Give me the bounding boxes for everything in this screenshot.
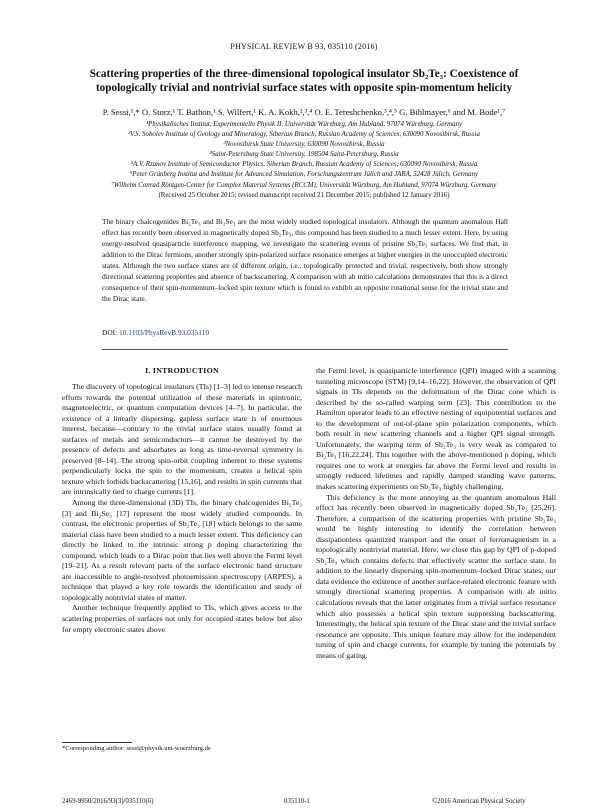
footnote-divider bbox=[62, 742, 132, 743]
footer-issn: 2469-9950/2016/93(3)/035110(6) bbox=[62, 798, 154, 805]
article-title: Scattering properties of the three-dimensional topological insulator Sb₂Te₃: Coexistence of topologically trivial and nontrivial surface states with opposite spin-momentum helicity bbox=[89, 68, 519, 94]
affiliation-1: ¹Physikalisches Institut, Experimentelle Physik II, Universität Würzburg, Am Hubland, 97074 Würzburg, Germany bbox=[145, 121, 463, 128]
footer-page-number: 035110-1 bbox=[284, 798, 310, 805]
affiliations bbox=[20, 120, 588, 201]
affiliation-2: ²V.S. Sobolev Institute of Geology and Mineralogy, Siberian Branch, Russian Academy of Sciences, 630090 Novosibirsk, Russia bbox=[128, 131, 480, 139]
affiliation-7: ⁷Wilhelm Conrad Röntgen-Center for Complex Material Systems (RCCM), Universität Würzburg, Am Hubland, 97074 Würzburg, Germany bbox=[111, 181, 497, 189]
paragraph: The discovery of topological insulators (TIs) [1–3] led to intense research efforts towards the potential utilization of these materials in spintronic, magnetoelectric, or quantum computation devices [4–7]. In particular, the existence of a linearly dispersing, gapless surface state is of enormous interest, because—contrary to the trivial surface states usually found at surfaces of metals and semiconductors—it cannot be destroyed by the presence of defects and adsorbates as long as time-reversal symmetry is preserved [8–14]. The strong spin-orbit coupling inherent to these systems perpendicularly locks the spin to the momentum, creates a helical spin texture which forbids backscattering [15,16], and results in spin currents that are intrinsically tied to charge currents [1]. bbox=[62, 382, 302, 497]
doi-line bbox=[102, 328, 209, 337]
received-dates: (Received 25 October 2015; revised manuscript received 21 December 2015; published 12 January 2016) bbox=[158, 191, 450, 199]
affiliation-4: ⁴Saint-Petersburg State University, 198504 Saint-Petersburg, Russia bbox=[209, 151, 399, 159]
journal-header: PHYSICAL REVIEW B 93, 035110 (2016) bbox=[230, 42, 378, 51]
abstract bbox=[102, 216, 508, 304]
body-column-left bbox=[62, 382, 302, 635]
corresponding-author-footnote: *Corresponding author: sessi@physik.uni-wuerzburg.de bbox=[62, 745, 211, 752]
affiliation-5: ⁵A.V. Rzanov Institute of Semiconductor Physics, Siberian Branch, Russian Academy of Sciences, 630090 Novosibirsk, Russia bbox=[130, 161, 478, 169]
paragraph: Among the three-dimensional (3D) TIs, the binary chalcogenides Bi₂Te₃ [3] and Bi₂Se₃ [17] represent the most widely studied compounds. In contrast, the electronic properties of Sb₂Te₃ [18] which belongs to the same material class have been studied to a much lesser extent. This deficiency can directly be linked to the intrinsic strong p doping characterizing the compound, which leads to a Dirac point that lies well above the Fermi level [19–21]. As a result relevant parts of the surface electronic band structure are inaccessible to angle-resolved photoemission spectroscopy (ARPES), a technique that played a key role towards the identification and study of topologically nontrivial states of matter. bbox=[62, 498, 302, 602]
paragraph: Another technique frequently applied to TIs, which gives access to the scattering properties of surfaces not only for occupied states below but also for empty electronic states above bbox=[62, 603, 302, 634]
footer-copyright: ©2016 American Physical Society bbox=[432, 798, 526, 805]
doi-label: DOI: bbox=[102, 328, 118, 337]
section-heading-introduction: I. INTRODUCTION bbox=[145, 366, 219, 375]
paragraph: This deficiency is the more annoying as the quantum anomalous Hall effect has recently been observed in magnetically doped Sb₂Te₃ [25,26]. Therefore, a comparison of the scattering properties with pristine Sb₂Te₃ would be highly interesting to identify the correlation between dissipationless quantized transport and the onset of ferromagnetism in a topologically nontrivial material. Here, we close this gap by QPI of p-doped Sb₂Te₃ which contains defects that effectively scatter the surface state. In addition to the linearly dispersing spin-momentum–locked Dirac states, our data evidence the existence of another surface-related electronic feature with strongly directional scattering properties. A comparison with ab initio calculations reveals that the latter originates from a trivial surface resonance which also possesses a helical spin texture suppressing backscattering. Interestingly, the helical spin texture of the Dirac state and the trivial surface resonance are opposite. This unique feature may allow for the independent tuning of spin and charge currents, for example by tuning the potentials by means of gating. bbox=[316, 492, 556, 660]
author-list: P. Sessi,¹,* O. Storz,¹ T. Bathon,¹ S. Wilfert,¹ K. A. Kokh,²,³,⁴ O. E. Tereshchenko,³,⁴,⁵ G. Bihlmayer,⁶ and M. Bode¹,⁷ bbox=[102, 107, 506, 117]
abstract-divider bbox=[102, 349, 508, 350]
affiliation-3: ³Novosibirsk State University, 630090 Novosibirsk, Russia bbox=[223, 141, 385, 149]
body-column-right bbox=[316, 366, 556, 661]
paragraph: the Fermi level, is quasiparticle interference (QPI) imaged with a scanning tunneling microscope (STM) [9,14–16,22]. However, the observation of QPI signals in TIs depends on the deformation of the Dirac cone which is described by the so-called warping term [23]. This contribution to the Hamilton operator leads to an effective nesting of equipotential surfaces and to the development of out-of-plane spin polarization components, which both result in new scattering channels and a higher QPI signal strength. Unfortunately, the warping term of Sb₂Te₃ is very weak as compared to Bi₂Te₃ [16,22,24]. This together with the above-mentioned p doping, which requires one to work at energies far above the Fermi level and results in strongly reduced lifetimes and rapidly damped standing wave patterns, makes scattering experiments on Sb₂Te₃ highly challenging. bbox=[316, 366, 556, 492]
doi-link[interactable]: 10.1103/PhysRevB.93.035110 bbox=[119, 328, 210, 337]
abstract-text: The binary chalcogenides Bi₂Te₃ and Bi₂Se₃ are the most widely studied topological insulators. Although the quantum anomalous Hall effect has recently been observed in magnetically doped Sb₂Te₃, this compound has been studied to a much lesser extent. Here, by using energy-resolved quasiparticle interference mapping, we investigate the scattering events of pristine Sb₂Te₃ surfaces. We find that, in addition to the Dirac fermions, another strongly spin-polarized surface resonance emerges at higher energies in the unoccupied electronic states. Although the two surface states are of different origin, i.e., topologically protected and trivial, respectively, both show strongly directional scattering properties and absence of backscattering. A comparison with ab initio calculations demonstrates that this is a direct consequence of their spin-momentum–locked spin texture which is found to exhibit an opposite rotational sense for the trivial state and the Dirac state. bbox=[102, 217, 508, 303]
affiliation-6: ⁶Peter Grünberg Institut and Institute for Advanced Simulation, Forschungszentrum Jülich and JARA, 52428 Jülich, Germany bbox=[129, 171, 479, 179]
